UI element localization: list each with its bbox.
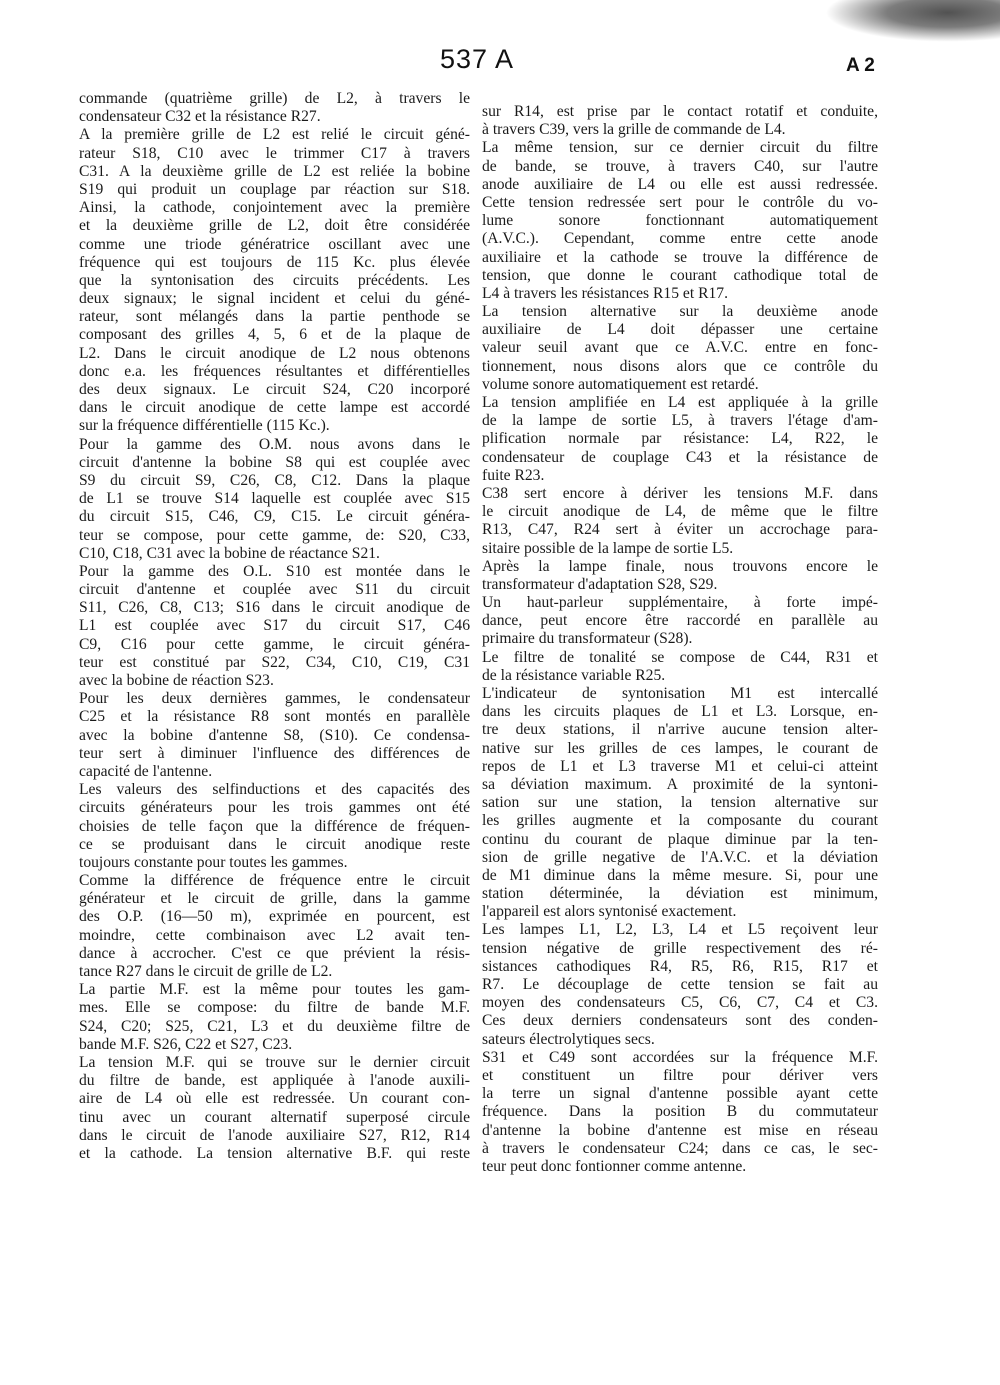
text-line: avec la bobine d'antenne S8, (S10). Ce condensa- — [79, 726, 470, 744]
text-line: (A.V.C.). Cependant, comme entre cette anode — [482, 230, 878, 248]
text-line: native sur les grilles de ces lampes, le courant de — [482, 739, 878, 757]
text-line: teur sert à diminuer l'influence des différences de — [79, 744, 470, 762]
scan-smudge — [825, 0, 1000, 42]
text-line: auxiliaire et la cathode se trouve la différence de — [482, 248, 878, 266]
text-line: dance, peut encore être raccordé en parallèle au — [482, 612, 878, 630]
text-line: La tension alternative sur la deuxième anode — [482, 303, 878, 321]
text-line: donc e.a. les fréquences résultantes et différentielles — [79, 362, 470, 380]
text-line: primaire du transformateur (S28). — [482, 630, 693, 648]
text-line: teur se compose, pour cette gamme, de: S20, C33, — [79, 526, 470, 544]
paragraph — [79, 90, 470, 126]
paragraph — [79, 436, 470, 563]
text-line: dance à accrocher. C'est ce que prévient la résis- — [79, 944, 470, 962]
text-line: les grilles augmente et la composante du courant — [482, 812, 878, 830]
text-line: ce se produisant dans le circuit anodique reste — [79, 835, 470, 853]
text-line: La même tension, sur ce dernier circuit du filtre — [482, 139, 878, 157]
text-line: C38 sert encore à dériver les tensions M.F. dans — [482, 484, 878, 502]
text-line: R13, C47, R24 sert à éviter un accrochage para- — [482, 521, 878, 539]
text-line: sation sur une station, la tension alternative sur — [482, 794, 878, 812]
right-text-column — [482, 103, 878, 1176]
text-line: A la première grille de L2 est relié le circuit géné- — [79, 126, 470, 144]
paragraph — [482, 649, 878, 685]
text-line: R7. Le découplage de cette tension se fait au — [482, 976, 878, 993]
text-line: et la cathode. La tension alternative B.F. qui reste — [79, 1144, 470, 1162]
text-line: fuite R23. — [482, 466, 545, 484]
text-line: tre deux stations, il n'arrive aucune tension alter- — [482, 721, 878, 739]
text-line: rateur S18, C10 avec le trimmer C17 à travers — [79, 144, 470, 162]
text-line: de M1 diminue dans la même mesure. Si, pour une — [482, 866, 878, 884]
text-line: teur est constitué par S22, C34, C10, C19, C31 — [79, 653, 470, 671]
text-line: de L1 se trouve S14 laquelle est couplée avec S15 — [79, 490, 470, 508]
text-line: transformateur d'adaptation S28, S29. — [482, 575, 718, 593]
text-line: S19 qui produit un couplage par réaction sur S18. — [79, 180, 470, 198]
text-line: du filtre de bande, est appliquée à l'anode auxili- — [79, 1072, 470, 1090]
paragraph — [482, 685, 878, 921]
paragraph — [79, 126, 470, 435]
text-line: L2. Dans le circuit anodique de L2 nous obtenons — [79, 344, 470, 362]
text-line: circuits générateurs pour les trois gammes ont été — [79, 799, 470, 817]
text-line: C25 et la résistance R8 sont montés en parallèle — [79, 708, 470, 726]
text-line: deux signaux; le signal incident et celui du géné- — [79, 290, 470, 308]
text-line: moyen des condensateurs C5, C6, C7, C4 et C3. — [482, 994, 878, 1012]
text-line: S11, C26, C8, C13; S16 dans le circuit anodique de — [79, 599, 470, 617]
text-line: choisies de telle façon que la différence de fréquen- — [79, 817, 470, 835]
text-line: L'indicateur de syntonisation M1 est intercallé — [482, 685, 878, 702]
paragraph — [482, 1049, 878, 1176]
text-line: sion de grille negative de l'A.V.C. et la déviation — [482, 848, 878, 866]
paragraph — [79, 781, 470, 872]
text-line: Les lampes L1, L2, L3, L4 et L5 reçoivent leur — [482, 921, 878, 939]
text-line: comme une triode génératrice oscillant avec une — [79, 235, 470, 253]
text-line: composant des grilles 4, 5, 6 et de la plaque de — [79, 326, 470, 344]
text-line: teur peut donc fontionner comme antenne. — [482, 1157, 747, 1175]
text-line: et constituent un filtre pour dériver vers — [482, 1066, 878, 1084]
paragraph — [79, 690, 470, 781]
text-line: de bande, se trouve, à travers C40, sur l'autre — [482, 157, 878, 175]
text-line: Ainsi, la cathode, conjointement avec la première — [79, 199, 470, 217]
text-line: continu du courant de plaque diminue par la ten- — [482, 830, 878, 848]
text-line: tension, que donne le courant cathodique total de — [482, 266, 878, 284]
text-line: sa déviation maximum. A proximité de la syntoni- — [482, 775, 878, 793]
text-line: du circuit S15, C46, C9, C15. Le circuit généra- — [79, 508, 470, 526]
text-line: générateur et le circuit de grille, dans la gamme — [79, 890, 470, 908]
text-line: Un haut-parleur supplémentaire, à forte impé- — [482, 594, 878, 612]
text-line: Comme la différence de fréquence entre le circuit — [79, 872, 470, 890]
text-line: des deux signaux. Le circuit S24, C20 incorporé — [79, 381, 470, 398]
text-line: Après la lampe finale, nous trouvons encore le — [482, 557, 878, 575]
text-line: volume sonore automatiquement est retardé. — [482, 375, 759, 393]
text-line: de la résistance variable R25. — [482, 666, 666, 684]
page-number: 537 A — [440, 44, 515, 74]
text-line: sur la fréquence différentielle (115 Kc.). — [79, 417, 330, 435]
paragraph — [482, 303, 878, 394]
paragraph — [482, 485, 878, 558]
text-line: à travers C39, vers la grille de commande de L4. — [482, 121, 786, 139]
text-line: circuit d'antenne et couplée avec S11 du circuit — [79, 581, 470, 599]
sheet-label: A 2 — [846, 55, 875, 76]
text-line: à travers le condensateur C24; dans ce cas, le sec- — [482, 1139, 878, 1157]
left-text-column — [79, 90, 470, 1163]
text-line: S31 et C49 sont accordées sur la fréquence M.F. — [482, 1048, 878, 1066]
text-line: Le filtre de tonalité se compose de C44, R31 et — [482, 648, 878, 666]
text-line: la terre un signal d'antenne possible ayant cette — [482, 1085, 878, 1103]
text-line: L1 est couplée avec S17 du circuit S17, C46 — [79, 617, 470, 635]
text-line: condensateur de couplage C43 et la résistance de — [482, 448, 878, 466]
text-line: capacité de l'antenne. — [79, 762, 213, 780]
text-line: rateur, sont mélangés dans la partie penthode se — [79, 308, 470, 326]
paragraph — [482, 558, 878, 594]
paragraph — [482, 594, 878, 649]
text-line: Pour la gamme des O.M. nous avons dans le — [79, 435, 470, 453]
text-line: condensateur C32 et la résistance R27. — [79, 108, 321, 126]
text-line: fréquence qui est toujours de 115 Kc. plus élevée — [79, 253, 470, 271]
text-line: circuit d'antenne la bobine S8 qui est couplée avec — [79, 453, 470, 471]
text-line: commande (quatrième grille) de L2, à travers le — [79, 90, 470, 107]
text-line: anode auxiliaire de L4 ou elle est aussi redressée. — [482, 175, 878, 193]
text-line: L4 à travers les résistances R15 et R17. — [482, 284, 728, 302]
text-line: repos de L1 et L3 traverse M1 et celui-ci atteint — [482, 757, 878, 775]
paragraph — [79, 872, 470, 981]
text-line: Les valeurs des selfinductions et des capacités des — [79, 781, 470, 799]
text-line: Pour la gamme des O.L. S10 est montée dans le — [79, 562, 470, 580]
text-line: avec la bobine de réaction S23. — [79, 672, 274, 689]
paragraph — [482, 921, 878, 1048]
text-line: toujours constante pour toutes les gammes. — [79, 853, 348, 871]
paragraph — [482, 139, 878, 303]
text-line: La tension M.F. qui se trouve sur le dernier circuit — [79, 1053, 470, 1071]
text-line: moindre, cette combinaison avec L2 avait ten- — [79, 926, 470, 944]
text-line: lume sonore fonctionnant automatiquement — [482, 212, 878, 230]
text-line: C31. A la deuxième grille de L2 est reliée la bobine — [79, 162, 470, 180]
text-line: Pour les deux dernières gammes, le condensateur — [79, 690, 470, 708]
text-line: tance R27 dans le circuit de grille de L2. — [79, 963, 333, 980]
text-line: Cette tension redressée sert pour le contrôle du vo- — [482, 193, 878, 211]
text-line: le circuit anodique de L4, de même que le filtre — [482, 503, 878, 521]
text-line: S9 du circuit S9, C26, C8, C12. Dans la plaque — [79, 471, 470, 489]
text-line: que la syntonisation des circuits précédents. Les — [79, 271, 470, 289]
text-line: sitaire possible de la lampe de sortie L5. — [482, 539, 734, 557]
paragraph — [482, 103, 878, 139]
text-line: mes. Elle se compose: du filtre de bande M.F. — [79, 999, 470, 1017]
paragraph — [482, 394, 878, 485]
text-line: sur R14, est prise par le contact rotatif et conduite, — [482, 103, 878, 120]
text-line: dans le circuit anodique de cette lampe est accordé — [79, 399, 470, 417]
text-line: des O.P. (16—50 m), exprimée en pourcent, est — [79, 908, 470, 926]
text-line: l'appareil est alors syntonisé exactement. — [482, 903, 737, 921]
text-line: de la lampe de sortie L5, à travers l'étage d'am- — [482, 412, 878, 430]
text-line: plification normale par résistance: L4, R22, le — [482, 430, 878, 448]
text-line: C9, C16 pour cette gamme, le circuit généra- — [79, 635, 470, 653]
text-line: d'antenne la bobine d'antenne est mise en réseau — [482, 1121, 878, 1139]
text-line: fréquence. Dans la position B du commutateur — [482, 1103, 878, 1121]
text-line: tinu avec un courant alternatif superposé circule — [79, 1108, 470, 1126]
text-line: sateurs électrolytiques secs. — [482, 1030, 655, 1048]
text-line: auxiliaire de L4 doit dépasser une certaine — [482, 321, 878, 339]
text-line: valeur seuil avant que ce A.V.C. entre en fonc- — [482, 339, 878, 357]
text-line: C10, C18, C31 avec la bobine de réactance S21. — [79, 544, 380, 562]
text-line: tionnement, nous disons alors que ce contrôle du — [482, 357, 878, 375]
text-line: et la deuxième grille de L2, doit être considérée — [79, 217, 470, 235]
text-line: S24, C20; S25, C21, L3 et du deuxième filtre de — [79, 1017, 470, 1035]
paragraph — [79, 981, 470, 1054]
text-line: bande M.F. S26, C22 et S27, C23. — [79, 1035, 293, 1053]
text-line: La tension amplifiée en L4 est appliquée à la grille — [482, 394, 878, 411]
text-line: tension négative de grille respectivement des ré- — [482, 939, 878, 957]
paragraph — [79, 1054, 470, 1163]
text-line: dans le circuit de l'anode auxiliaire S27, R12, R14 — [79, 1126, 470, 1144]
paragraph — [79, 563, 470, 690]
text-line: La partie M.F. est la même pour toutes les gam- — [79, 981, 470, 999]
text-line: station déterminée, la déviation est minimum, — [482, 885, 878, 903]
text-line: dans les circuits plaques de L1 et L3. Lorsque, en- — [482, 703, 878, 721]
text-line: Ces deux derniers condensateurs sont des conden- — [482, 1012, 878, 1030]
text-line: aire de L4 où elle est redressée. Un courant con- — [79, 1090, 470, 1108]
text-line: sistances cathodiques R4, R5, R6, R15, R17 et — [482, 957, 878, 975]
